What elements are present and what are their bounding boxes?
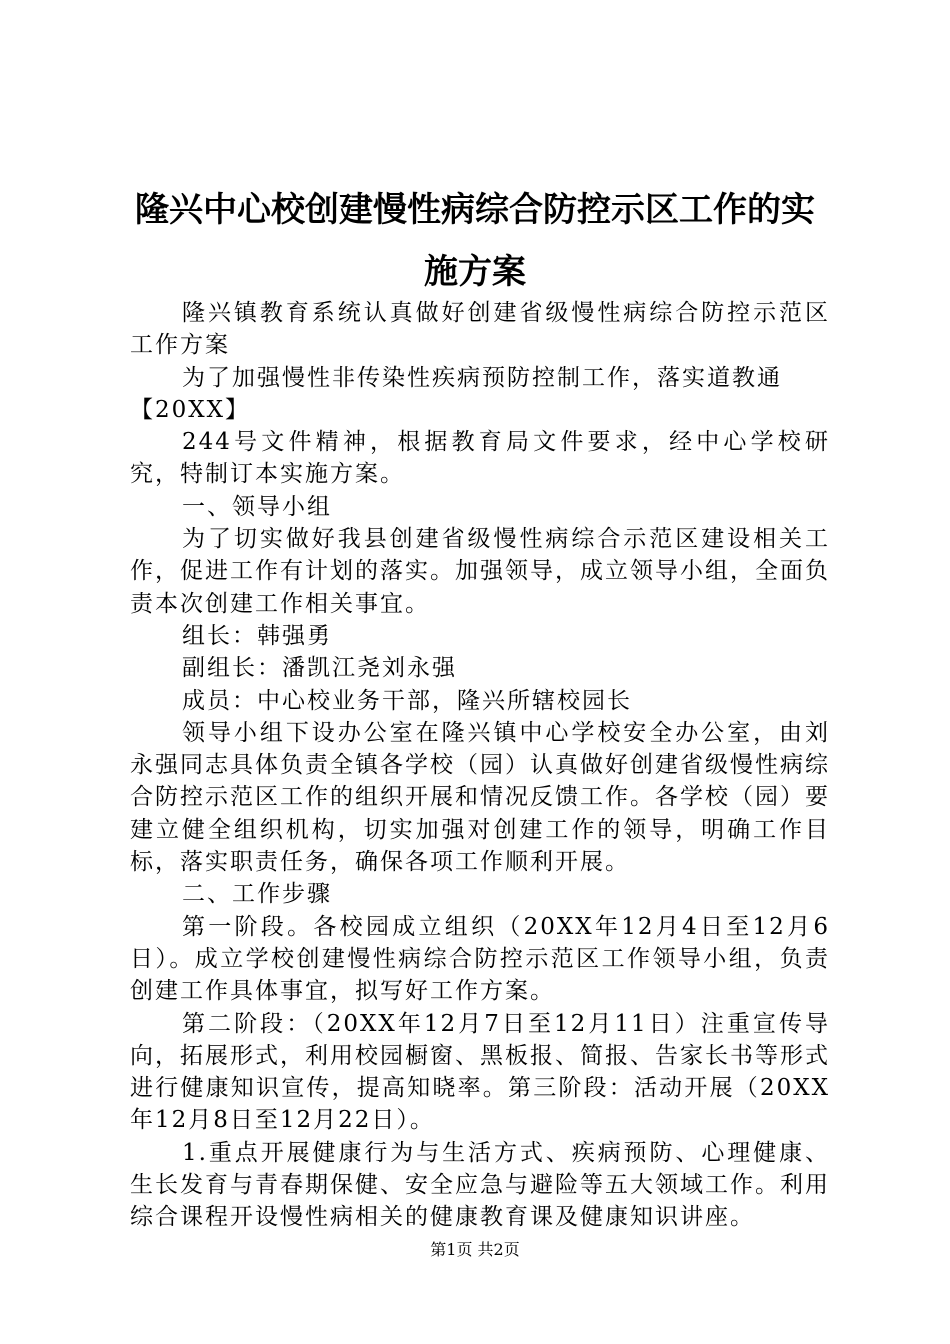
section-heading-steps: 二、工作步骤 [182,881,332,908]
document-title-line1: 隆兴中心校创建慢性病综合防控示区工作的实 [135,190,815,230]
paragraph-leadership: 为了切实做好我县创建省级慢性病综合示范区建设相关工作，促进工作有计划的落实。加强领导，成立领导小组，全面负责本次创建工作相关事宜。 [130,526,830,617]
paragraph-intro: 隆兴镇教育系统认真做好创建省级慢性病综合防控示范区工作方案 [130,300,830,359]
paragraph-doc-spirit: 244号文件精神，根据教育局文件要求，经中心学校研究，特制订本实施方案。 [130,429,830,488]
document-title-line2: 施方案 [424,252,526,292]
paragraph-stage-two-three: 第二阶段：（20XX年12月7日至12月11日）注重宣传导向，拓展形式，利用校园橱窗、黑板报、简报、告家长书等形式进行健康知识宣传，提高知晓率。第三阶段：活动开展（20XX年12月8日至12月22日）。 [130,1010,830,1134]
paragraph-members: 成员：中心校业务干部，隆兴所辖校园长 [182,687,632,714]
paragraph-item-1: 1.重点开展健康行为与生活方式、疾病预防、心理健康、生长发育与青春期保健、安全应急与避险等五大领域工作。利用综合课程开设慢性病相关的健康教育课及健康知识讲座。 [130,1139,830,1231]
paragraph-office: 领导小组下设办公室在隆兴镇中心学校安全办公室，由刘永强同志具体负责全镇各学校（园）认真做好创建省级慢性病综合防控示范区工作的组织开展和情况反馈工作。各学校（园）要建立健全组织机构，切实加强对创建工作的领导，明确工作目标，落实职责任务，确保各项工作顺利开展。 [130,719,830,876]
paragraph-group-leader: 组长：韩强勇 [182,622,332,649]
paragraph-doc-number: 【20XX】 [130,396,251,423]
paragraph-deputy-leader: 副组长：潘凯江尧刘永强 [182,655,457,682]
paragraph-purpose: 为了加强慢性非传染性疾病预防控制工作，落实道教通 [182,364,782,391]
page-footer: 第1页 共2页 [430,1240,520,1259]
document-body [130,297,830,1234]
section-heading-leadership: 一、领导小组 [182,493,332,520]
paragraph-stage-one: 第一阶段。各校园成立组织（20XX年12月4日至12月6日）。成立学校创建慢性病综合防控示范区工作领导小组，负责创建工作具体事宜，拟写好工作方案。 [130,913,830,1005]
